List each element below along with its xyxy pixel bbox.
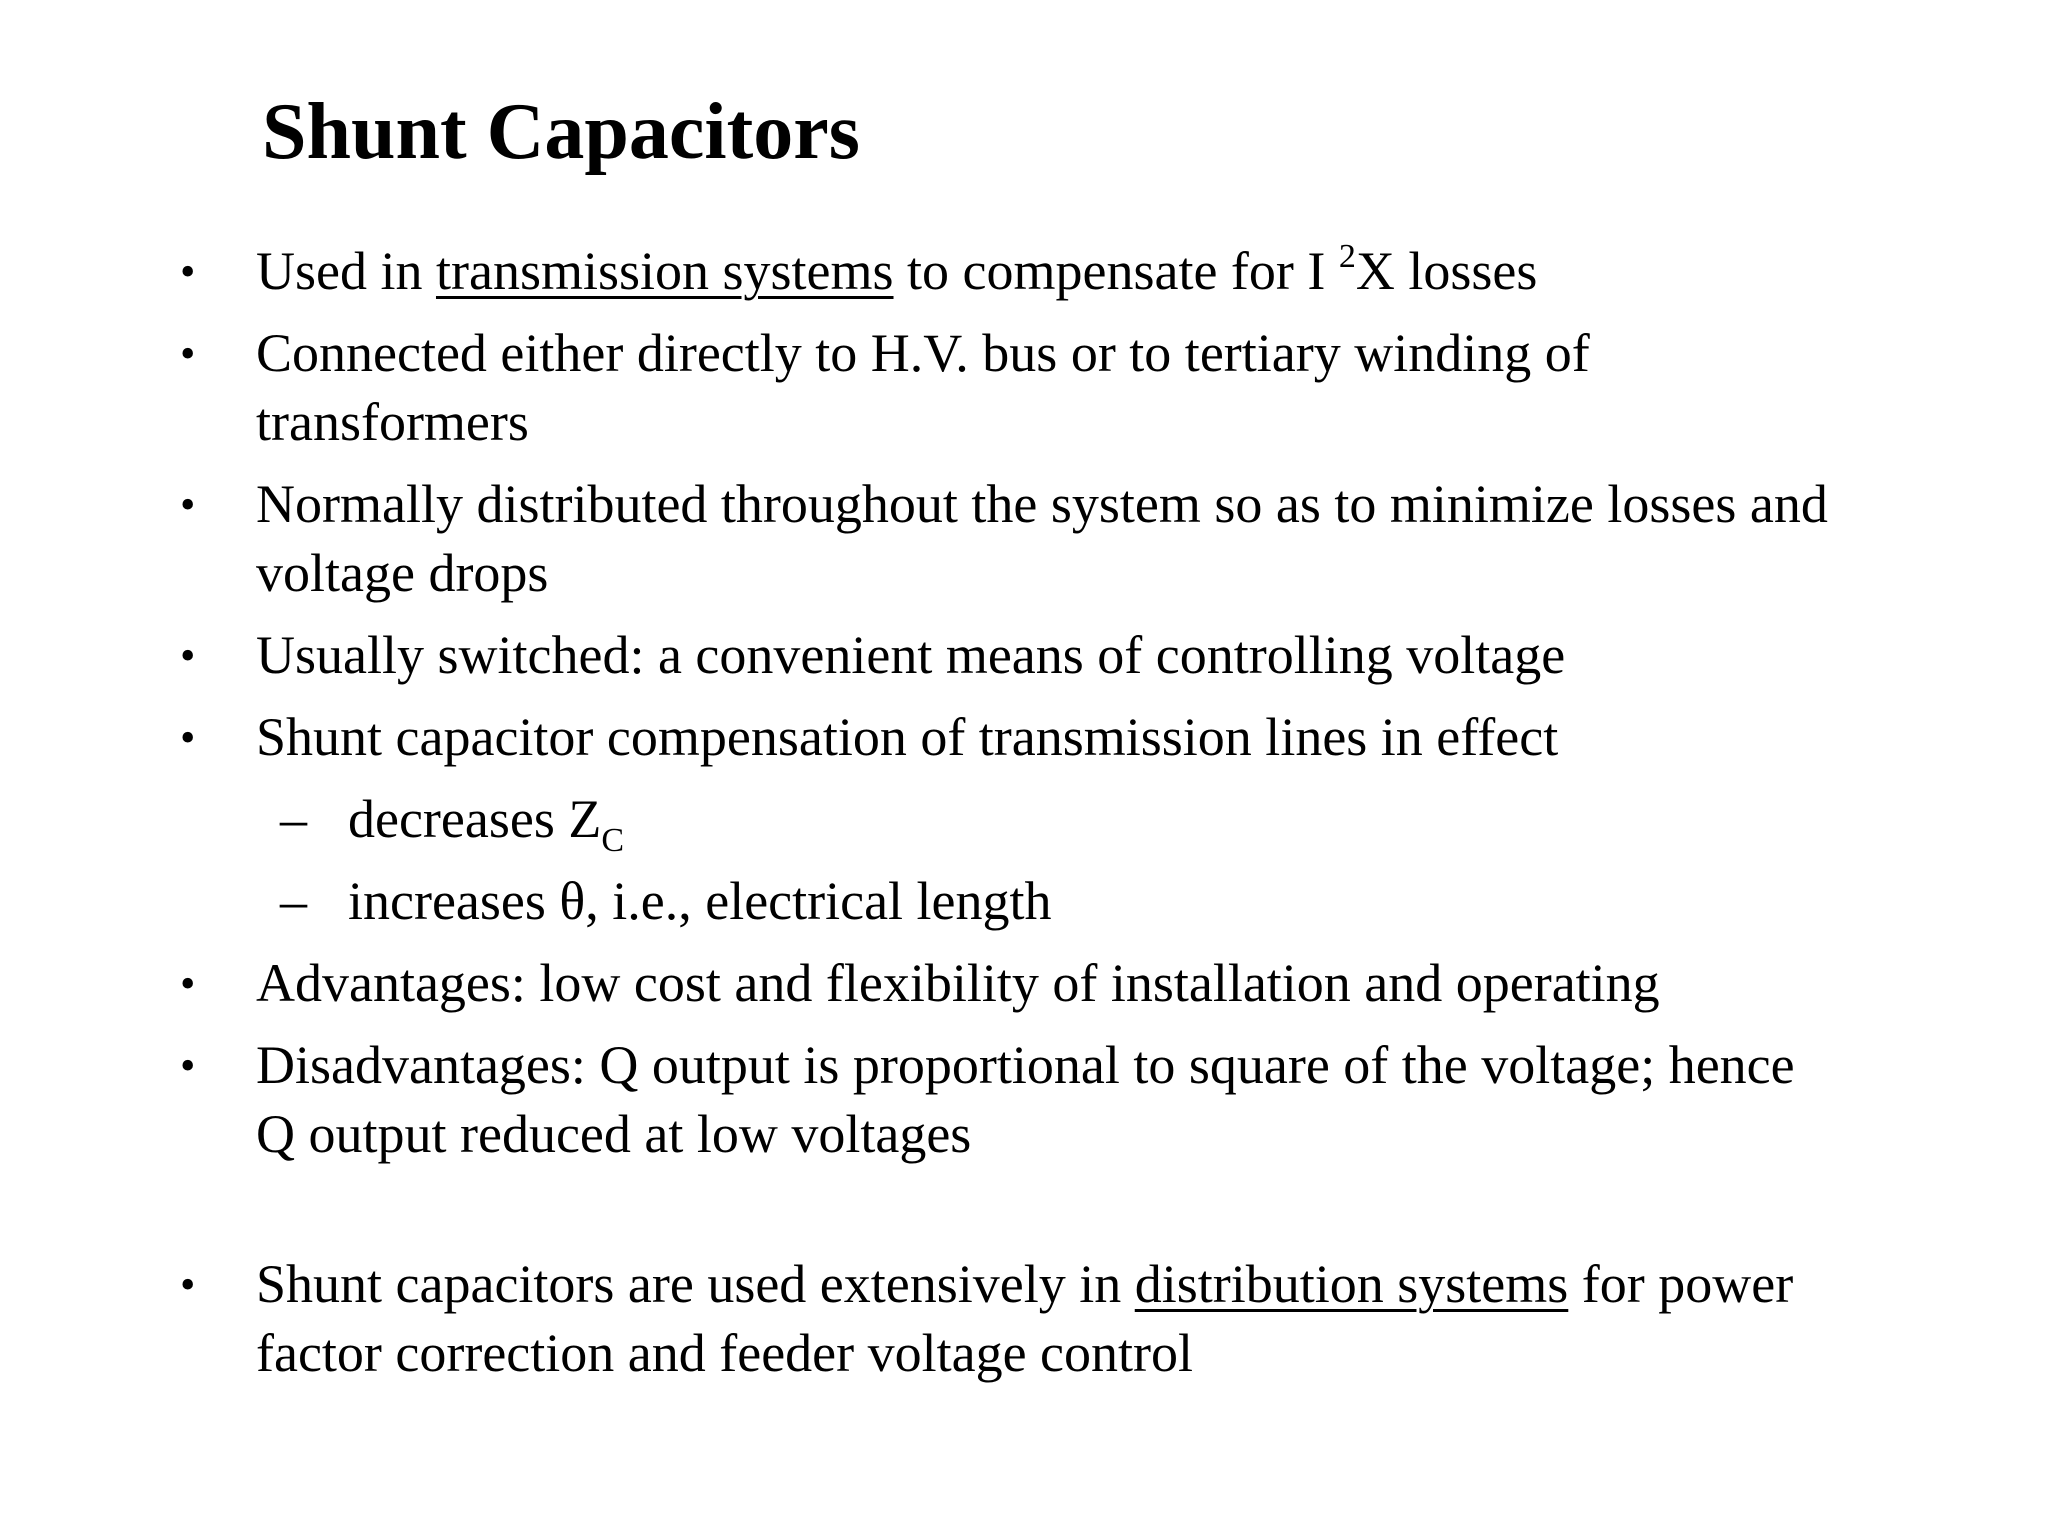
list-item bbox=[0, 949, 2048, 1018]
list-item bbox=[0, 1031, 2048, 1100]
bullet-marker: • bbox=[180, 1041, 196, 1090]
bullet-marker: • bbox=[180, 959, 196, 1008]
list-item-text: Q output reduced at low voltages bbox=[256, 1104, 972, 1164]
list-item-text bbox=[256, 1250, 1793, 1319]
sub-list-item-text: increases θ, i.e., electrical length bbox=[348, 871, 1052, 931]
list-item-text: transformers bbox=[256, 392, 529, 452]
list-item-text: Disadvantages: Q output is proportional to square of the voltage; hence bbox=[256, 1035, 1795, 1095]
sub-list-item bbox=[0, 867, 2048, 936]
bullet-marker: • bbox=[180, 329, 196, 378]
sub-list-item bbox=[0, 785, 2048, 859]
list-item-continuation bbox=[0, 1100, 2048, 1169]
list-item-text: Usually switched: a convenient means of controlling voltage bbox=[256, 625, 1566, 685]
dash-marker: – bbox=[280, 871, 307, 931]
list-item-text: Advantages: low cost and flexibility of installation and operating bbox=[256, 953, 1660, 1013]
list-item bbox=[0, 319, 2048, 388]
text-segment: Used in bbox=[256, 241, 436, 301]
list-item-text bbox=[256, 237, 1537, 306]
bullet-marker: • bbox=[180, 480, 196, 529]
underlined-term: transmission systems bbox=[435, 241, 894, 301]
list-item-text: Normally distributed throughout the system so as to minimize losses and bbox=[256, 474, 1828, 534]
list-item-continuation bbox=[0, 388, 2048, 457]
bullet-marker: • bbox=[180, 631, 196, 680]
list-item bbox=[0, 237, 2048, 306]
list-item bbox=[0, 1250, 2048, 1319]
text-segment: for power bbox=[1568, 1254, 1794, 1314]
slide-title: Shunt Capacitors bbox=[262, 88, 860, 176]
list-item-text: factor correction and feeder voltage control bbox=[256, 1323, 1194, 1383]
underlined-term: distribution systems bbox=[1134, 1254, 1569, 1314]
text-segment: X losses bbox=[1355, 241, 1538, 301]
text-segment: to compensate for I bbox=[893, 241, 1339, 301]
dash-marker: – bbox=[280, 789, 307, 849]
list-item bbox=[0, 703, 2048, 772]
text-segment: Shunt capacitors are used extensively in bbox=[256, 1254, 1135, 1314]
bullet-marker: • bbox=[180, 1260, 196, 1309]
list-item-text: voltage drops bbox=[256, 543, 549, 603]
list-item-text: Shunt capacitor compensation of transmission lines in effect bbox=[256, 707, 1559, 767]
bullet-marker: • bbox=[180, 713, 196, 762]
text-segment: decreases Z bbox=[348, 789, 602, 849]
list-item bbox=[0, 621, 2048, 690]
list-item bbox=[0, 470, 2048, 539]
superscript: 2 bbox=[1338, 238, 1356, 275]
list-item-text: Connected either directly to H.V. bus or to tertiary winding of bbox=[256, 323, 1590, 383]
sub-list-item-text bbox=[348, 785, 625, 859]
list-item-continuation bbox=[0, 1319, 2048, 1388]
bullet-marker: • bbox=[180, 247, 196, 296]
list-item-continuation bbox=[0, 539, 2048, 608]
subscript: C bbox=[601, 822, 625, 859]
